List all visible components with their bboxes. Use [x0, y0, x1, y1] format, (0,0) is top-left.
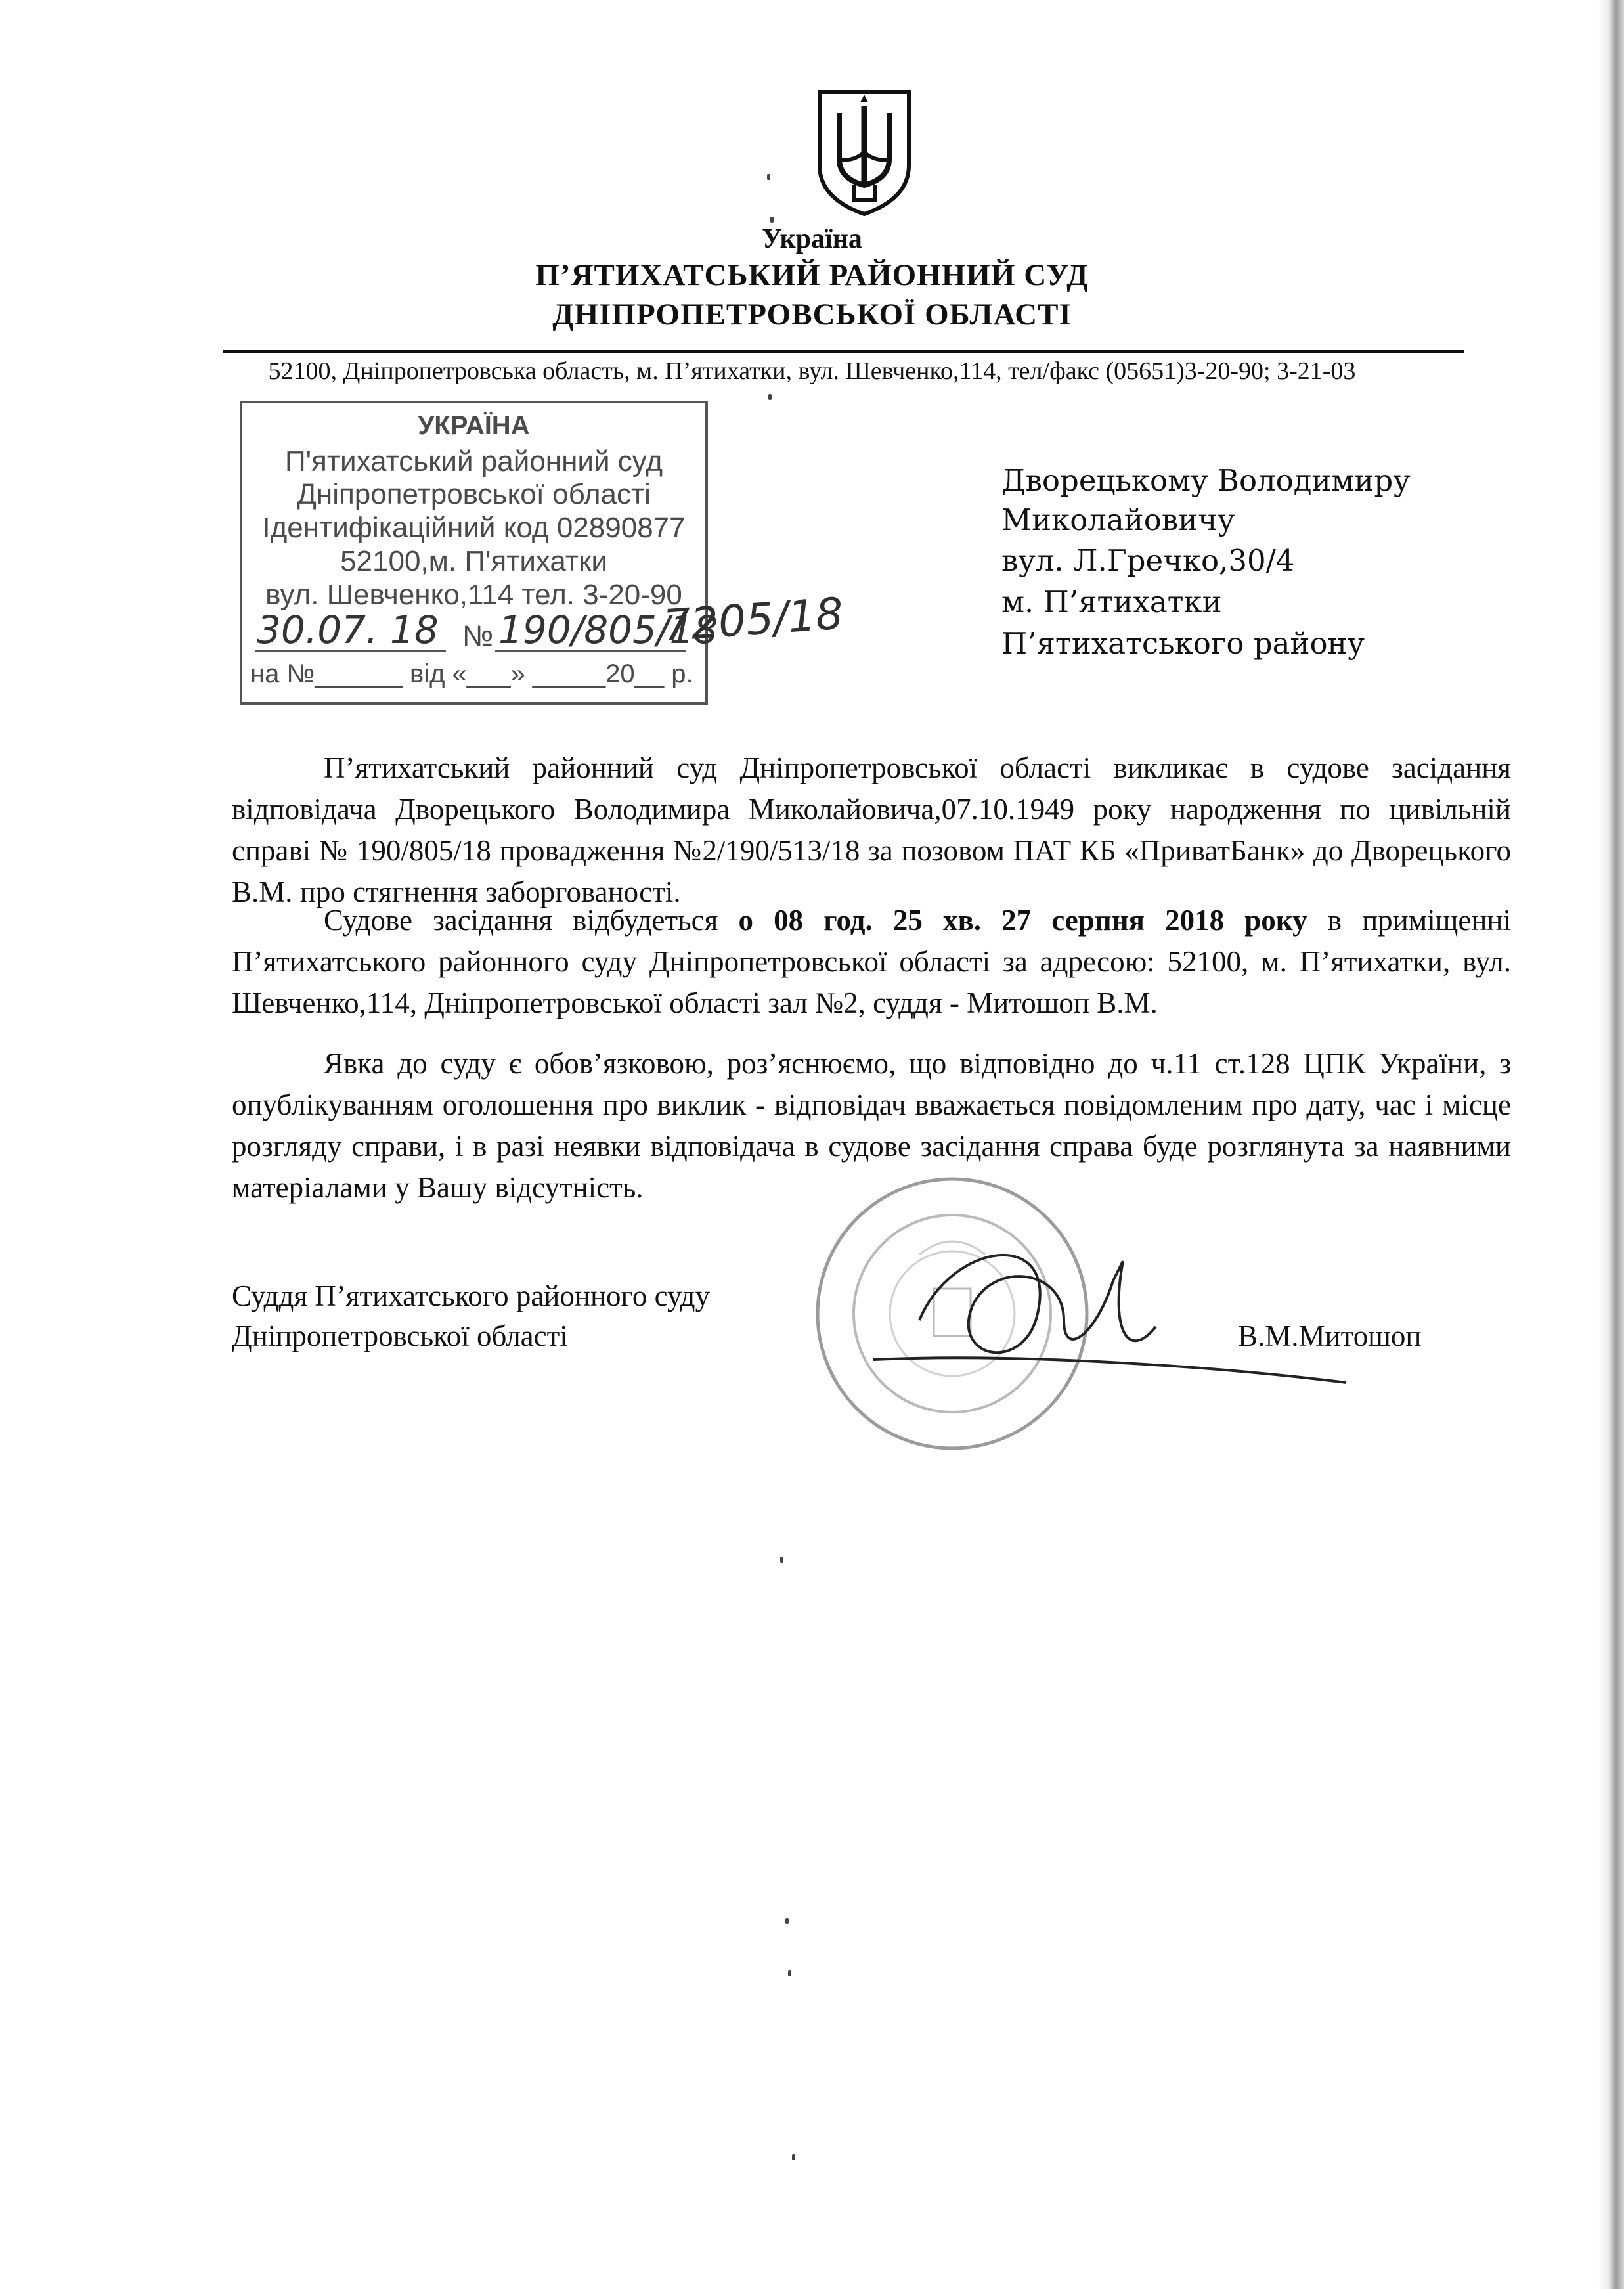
- round-court-seal-icon: [755, 1163, 1399, 1465]
- signer-name: В.М.Митошоп: [1238, 1320, 1422, 1352]
- header-court-name: П’ЯТИХАТСЬКИЙ РАЙОННИЙ СУД: [535, 258, 1089, 292]
- stamp-city: 52100,м. П'ятихатки: [340, 545, 607, 577]
- scan-speck: [767, 174, 770, 180]
- recipient-city: м. П’ятихатки: [1001, 585, 1222, 619]
- stamp-code: Ідентифікаційний код 02890877: [262, 512, 686, 544]
- scan-speck: [792, 2154, 795, 2160]
- header-country: Україна: [762, 224, 862, 254]
- hearing-paragraph: [232, 900, 1511, 1024]
- attendance-text: Явка до суду є обов’язковою, роз’яснюємо, що відповідно до ч.11 ст.128 ЦПК України, з опублікуванням оголошення про виклик - відповідач вважається повідомленим про дату, час і місце розгляду справи, і в разі неявки відповідача в судове засідання справа буде розглянута за наявними матеріалами у Вашу відсутність.: [232, 1047, 1511, 1204]
- recipient-name-line-2: Миколайовичу: [1001, 502, 1235, 537]
- header-divider: [223, 350, 1464, 353]
- stamp-number-label: №: [462, 620, 494, 652]
- scan-speck: [770, 217, 774, 223]
- scan-speck: [780, 1557, 783, 1563]
- scan-speck: [768, 394, 772, 400]
- summons-paragraph: [232, 747, 1511, 913]
- scan-speck: [785, 1918, 789, 1924]
- header-court-region: ДНІПРОПЕТРОВСЬКОЇ ОБЛАСТІ: [552, 298, 1072, 332]
- stamp-handwritten-number: 190/805/18: [498, 608, 718, 652]
- stamp-date-underline: [255, 650, 446, 652]
- recipient-street: вул. Л.Гречко,30/4: [1001, 543, 1295, 578]
- handwritten-extra-number: 7205/18: [661, 588, 845, 652]
- recipient-name-line-1: Дворецькому Володимиру: [1001, 463, 1411, 498]
- registration-stamp: [240, 401, 718, 705]
- stamp-country: УКРАЇНА: [418, 411, 530, 440]
- hearing-text-after: в приміщенні П’ятихатського районного суду Дніпропетровської області за адресою: 52100, м. П’ятихатки, вул. Шевченко,114, Дніпропетровської області зал №2, суддя - Митошоп В.М.: [232, 904, 1512, 1019]
- stamp-street: вул. Шевченко,114 тел. 3-20-90: [265, 579, 682, 611]
- stamp-region: Дніпропетровської області: [297, 478, 651, 510]
- hearing-datetime: о 08 год. 25 хв. 27 серпня 2018 року: [738, 904, 1307, 937]
- signer-title-line-1: Суддя П’ятихатського районного суду: [232, 1279, 711, 1312]
- stamp-number-underline: [495, 650, 686, 652]
- hearing-text-before: Судове засідання відбудеться: [324, 904, 739, 937]
- scan-edge-shadow: [1598, 0, 1624, 2289]
- trident-coat-of-arms-icon: [813, 87, 915, 218]
- stamp-court: П'ятихатський районний суд: [285, 445, 663, 478]
- stamp-handwritten-date: 30.07. 18: [257, 608, 439, 652]
- scan-speck: [788, 1970, 791, 1976]
- recipient-district: П’ятихатського району: [1001, 626, 1365, 661]
- signer-title-line-2: Дніпропетровської області: [232, 1320, 568, 1352]
- summons-text: П’ятихатський районний суд Дніпропетровської області викликає в судове засідання відповідача Дворецького Володимира Миколайовича,07.10.1949 року народження по цивільній справі № 190/805/18 провадження №2/190/513/18 за позовом ПАТ КБ «ПриватБанк» до Дворецького В.М. про стягнення заборгованості.: [232, 751, 1511, 908]
- stamp-reference-line: на №______ від «___» _____20__ р.: [250, 659, 693, 688]
- header-address: 52100, Дніпропетровська область, м. П’ятихатки, вул. Шевченко,114, тел/факс (05651)3-20-90; 3-21-03: [268, 357, 1356, 385]
